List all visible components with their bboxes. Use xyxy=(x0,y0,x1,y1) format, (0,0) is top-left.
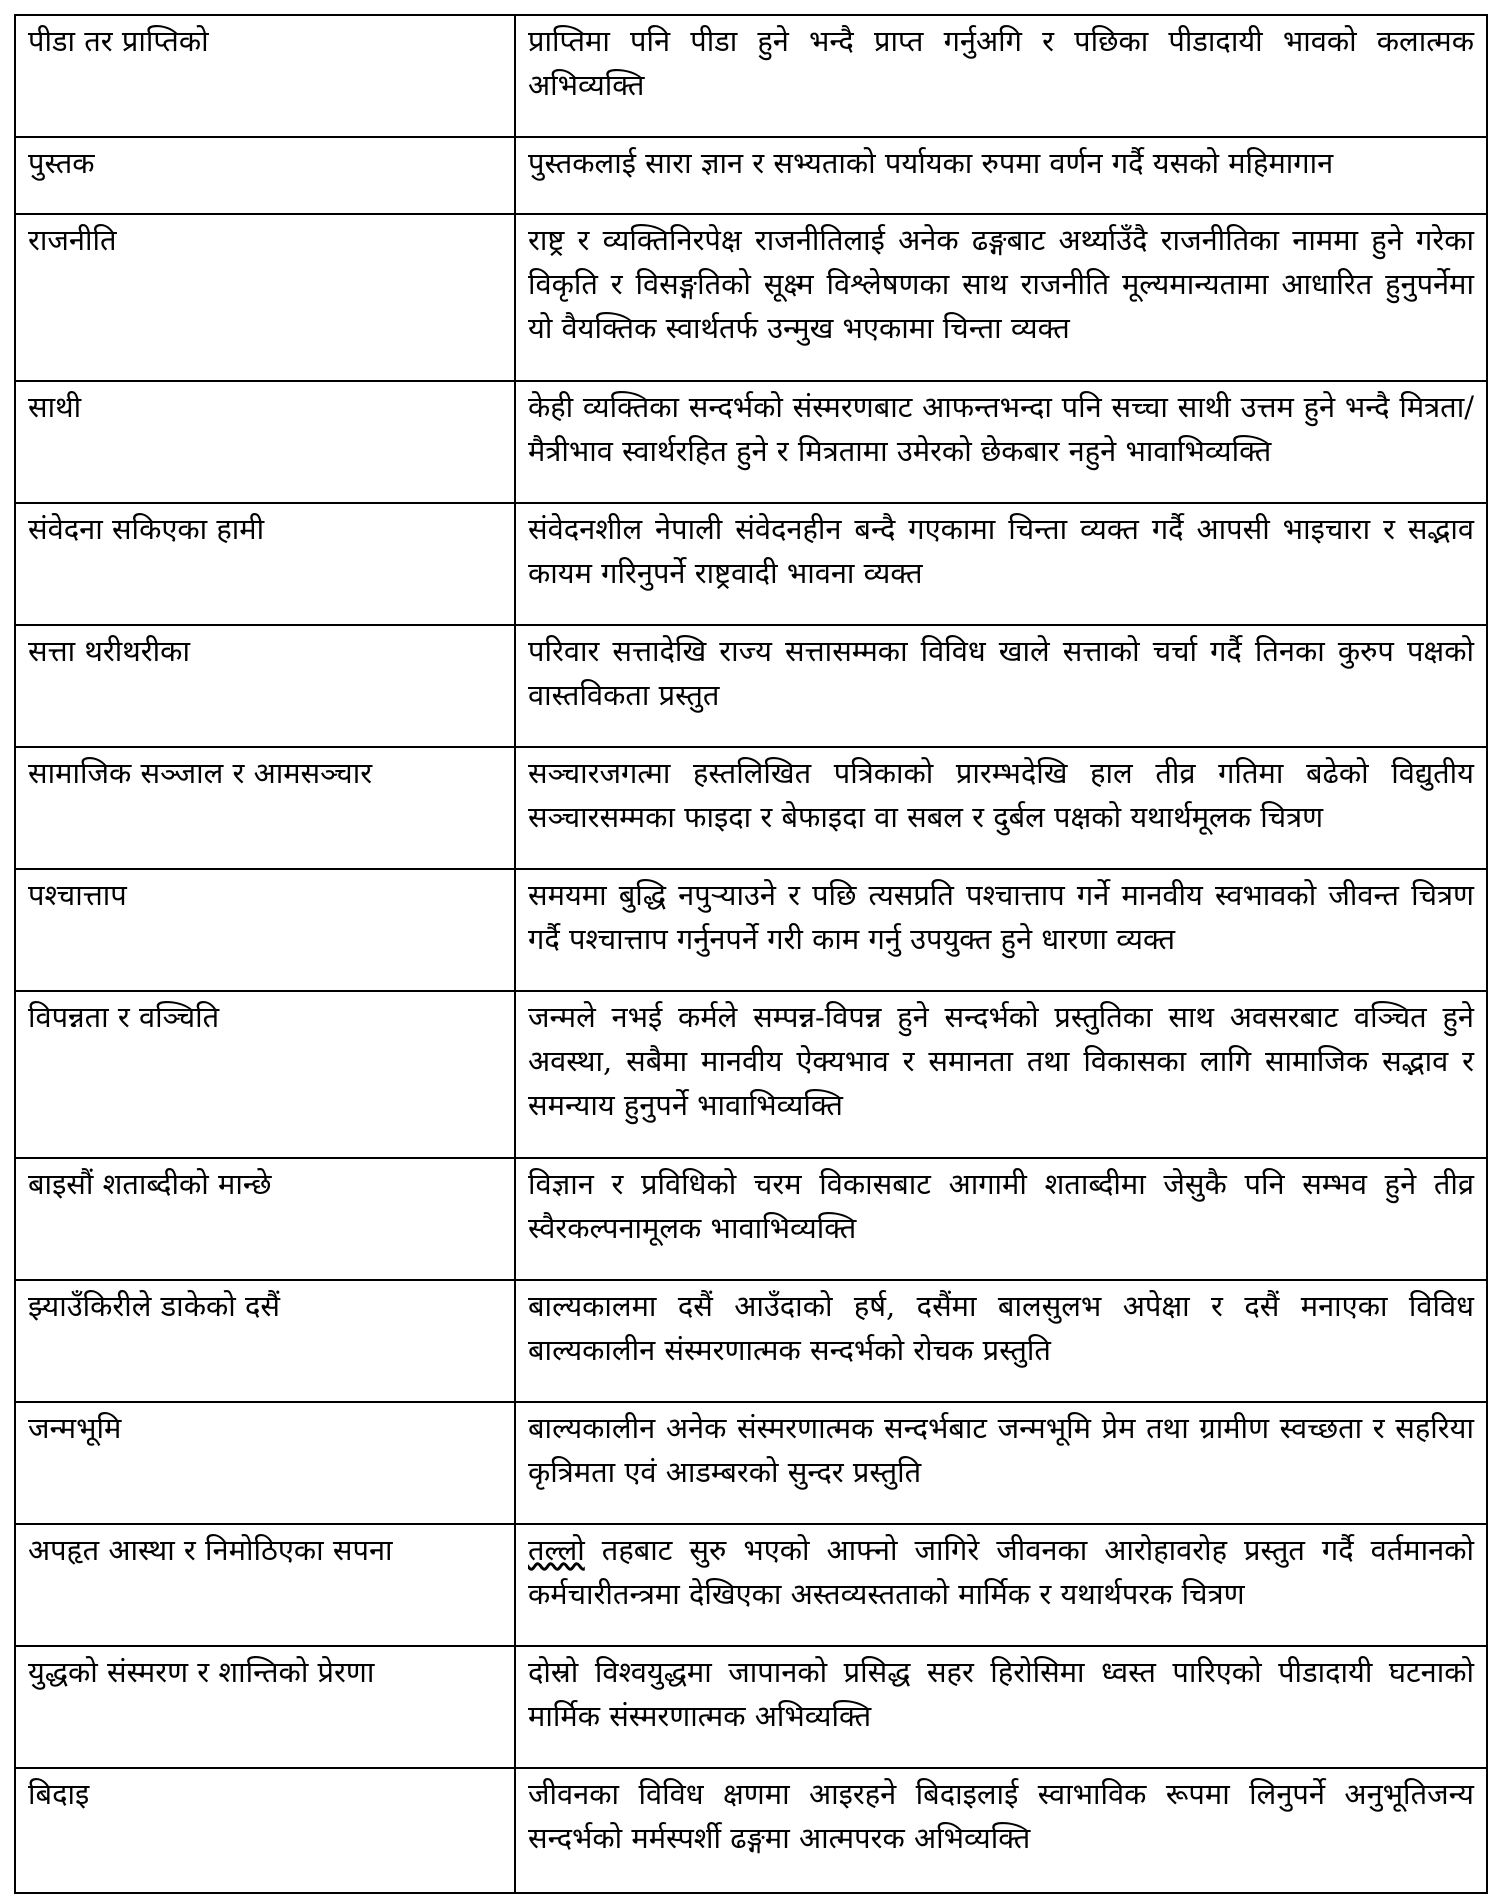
table-row xyxy=(15,1768,1487,1893)
table-row xyxy=(15,991,1487,1158)
essay-description-cell: समयमा बुद्धि नपुऱ्याउने र पछि त्यसप्रति पश्चात्ताप गर्ने मानवीय स्वभावको जीवन्त चित्रण गर्दै पश्चात्ताप गर्नुनपर्ने गरी काम गर्नु उपयुक्त हुने धारणा व्यक्त xyxy=(515,869,1487,991)
essay-title-cell: जन्मभूमि xyxy=(15,1402,515,1524)
essay-title-cell: पश्चात्ताप xyxy=(15,869,515,991)
essay-description-cell: सञ्चारजगत्मा हस्तलिखित पत्रिकाको प्रारम्भदेखि हाल तीव्र गतिमा बढेको विद्युतीय सञ्चारसम्मका फाइदा र बेफाइदा वा सबल र दुर्बल पक्षको यथार्थमूलक चित्रण xyxy=(515,747,1487,869)
table-row xyxy=(15,503,1487,625)
table-row xyxy=(15,1280,1487,1402)
essay-description-cell: जीवनका विविध क्षणमा आइरहने बिदाइलाई स्वाभाविक रूपमा लिनुपर्ने अनुभूतिजन्य सन्दर्भको मर्मस्पर्शी ढङ्गमा आत्मपरक अभिव्यक्ति xyxy=(515,1768,1487,1893)
table-row xyxy=(15,15,1487,137)
essay-title-cell: राजनीति xyxy=(15,214,515,381)
table-row xyxy=(15,747,1487,869)
essay-description-cell: केही व्यक्तिका सन्दर्भको संस्मरणबाट आफन्तभन्दा पनि सच्चा साथी उत्तम हुने भन्दै मित्रता/मैत्रीभाव स्वार्थरहित हुने र मित्रतामा उमेरको छेकबार नहुने भावाभिव्यक्ति xyxy=(515,381,1487,503)
table-row xyxy=(15,1646,1487,1768)
essay-title-cell: अपहृत आस्था र निमोठिएका सपना xyxy=(15,1524,515,1646)
essay-title-cell: झ्याउँकिरीले डाकेको दसैं xyxy=(15,1280,515,1402)
essay-description-cell: प्राप्तिमा पनि पीडा हुने भन्दै प्राप्त गर्नुअगि र पछिका पीडादायी भावको कलात्मक अभिव्यक्ति xyxy=(515,15,1487,137)
essay-description-cell: बाल्यकालमा दसैं आउँदाको हर्ष, दसैंमा बालसुलभ अपेक्षा र दसैं मनाएका विविध बाल्यकालीन संस्मरणात्मक सन्दर्भको रोचक प्रस्तुति xyxy=(515,1280,1487,1402)
essay-description-cell: परिवार सत्तादेखि राज्य सत्तासम्मका विविध खाले सत्ताको चर्चा गर्दै तिनका कुरुप पक्षको वास्तविकता प्रस्तुत xyxy=(515,625,1487,747)
table-row xyxy=(15,381,1487,503)
essay-title-cell: बाइसौं शताब्दीको मान्छे xyxy=(15,1158,515,1280)
essay-description-text: तहबाट सुरु भएको आफ्नो जागिरे जीवनका आरोहावरोह प्रस्तुत गर्दै वर्तमानको कर्मचारीतन्त्रमा देखिएका अस्तव्यस्तताको मार्मिक र यथार्थपरक चित्रण xyxy=(528,1533,1474,1611)
essay-title-cell: बिदाइ xyxy=(15,1768,515,1893)
essay-title-cell: पुस्तक xyxy=(15,137,515,214)
essay-title-cell: साथी xyxy=(15,381,515,503)
table-row xyxy=(15,214,1487,381)
essay-summary-table xyxy=(14,14,1488,1894)
essay-description-cell xyxy=(515,1524,1487,1646)
table-row xyxy=(15,1524,1487,1646)
table-row xyxy=(15,869,1487,991)
essay-description-cell: दोस्रो विश्वयुद्धमा जापानको प्रसिद्ध सहर हिरोसिमा ध्वस्त पारिएको पीडादायी घटनाको मार्मिक संस्मरणात्मक अभिव्यक्ति xyxy=(515,1646,1487,1768)
essay-title-cell: संवेदना सकिएका हामी xyxy=(15,503,515,625)
table-row xyxy=(15,137,1487,214)
essay-title-cell: युद्धको संस्मरण र शान्तिको प्रेरणा xyxy=(15,1646,515,1768)
essay-description-cell: जन्मले नभई कर्मले सम्पन्न-विपन्न हुने सन्दर्भको प्रस्तुतिका साथ अवसरबाट वञ्चित हुने अवस्था, सबैमा मानवीय ऐक्यभाव र समानता तथा विकासका लागि सामाजिक सद्भाव र समन्याय हुनुपर्ने भावाभिव्यक्ति xyxy=(515,991,1487,1158)
essay-description-cell: पुस्तकलाई सारा ज्ञान र सभ्यताको पर्यायका रुपमा वर्णन गर्दै यसको महिमागान xyxy=(515,137,1487,214)
essay-title-cell: सत्ता थरीथरीका xyxy=(15,625,515,747)
spellcheck-flagged-word: तल्लो xyxy=(528,1533,585,1567)
essay-title-cell: सामाजिक सञ्जाल र आमसञ्चार xyxy=(15,747,515,869)
table-row xyxy=(15,625,1487,747)
essay-title-cell: विपन्नता र वञ्चिति xyxy=(15,991,515,1158)
essay-description-cell: संवेदनशील नेपाली संवेदनहीन बन्दै गएकामा चिन्ता व्यक्त गर्दै आपसी भाइचारा र सद्भाव कायम गरिनुपर्ने राष्ट्रवादी भावना व्यक्त xyxy=(515,503,1487,625)
essay-description-cell: राष्ट्र र व्यक्तिनिरपेक्ष राजनीतिलाई अनेक ढङ्गबाट अर्थ्याउँदै राजनीतिका नाममा हुने गरेका विकृति र विसङ्गतिको सूक्ष्म विश्लेषणका साथ राजनीति मूल्यमान्यतामा आधारित हुनुपर्नेमा यो वैयक्तिक स्वार्थतर्फ उन्मुख भएकामा चिन्ता व्यक्त xyxy=(515,214,1487,381)
table-row xyxy=(15,1402,1487,1524)
essay-description-cell: विज्ञान र प्रविधिको चरम विकासबाट आगामी शताब्दीमा जेसुकै पनि सम्भव हुने तीव्र स्वैरकल्पनामूलक भावाभिव्यक्ति xyxy=(515,1158,1487,1280)
essay-description-cell: बाल्यकालीन अनेक संस्मरणात्मक सन्दर्भबाट जन्मभूमि प्रेम तथा ग्रामीण स्वच्छता र सहरिया कृत्रिमता एवं आडम्बरको सुन्दर प्रस्तुति xyxy=(515,1402,1487,1524)
essay-title-cell: पीडा तर प्राप्तिको xyxy=(15,15,515,137)
table-row xyxy=(15,1158,1487,1280)
